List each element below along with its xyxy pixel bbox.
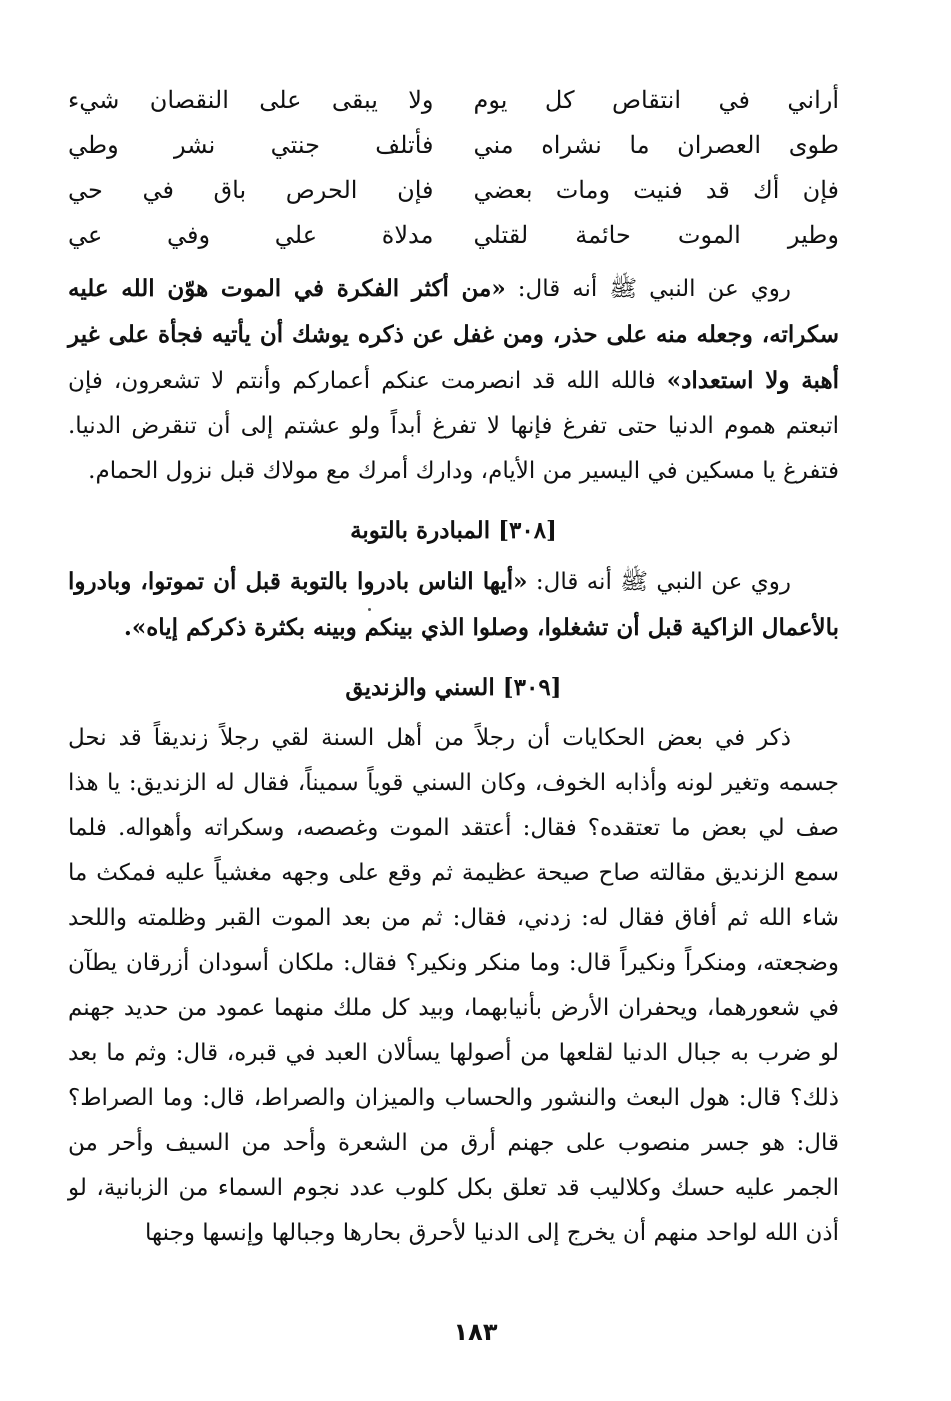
poem (68, 78, 839, 258)
section-308-heading: [٣٠٨] المبادرة بالتوبة (350, 517, 557, 544)
section-309-paragraph: ذكر في بعض الحكايات أن رجلاً من أهل السنة لقي رجلاً زنديقاً قد نحل جسمه وتغير لونه وأذابه الخوف، وكان السني قوياً سميناً، فقال له الزنديق: يا هذا صف لي بعض ما تعتقده؟ فقال: أعتقد الموت وغصصه، وسكراته وأهواله. فلما سمع الزنديق مقالته صاح صيحة عظيمة ثم وقع على وجهه مغشياً عليه فمكث ما شاء الله ثم أفاق فقال له: زدني، فقال: ثم من بعد الموت القبر وظلمته واللحد وضجعته، ومنكراً ونكيراً قال: وما منكر ونكير؟ فقال: ملكان أسودان أزرقان يطآن في شعورهما، ويحفران الأرض بأنيابهما، وبيد كل ملك منهما عمود من حديد جهنم لو ضرب به جبال الدنيا لقلعها من أصولها يسألان العبد في قبره، قال: وثم ما بعد ذلك؟ قال: هول البعث والنشور والحساب والميزان والصراط، قال: وما الصراط؟ قال: هو جسر منصوب على جهنم أرق من الشعرة وأحد من السيف وأحر من الجمر عليه حسك وكلاليب قد تعلق بكل كلوب عدد نجوم السماء من الزبانية، لو أذن الله لواحد منهم أن يخرج إلى الدنيا لأحرق بحارها وجبالها وإنسها وجنها (68, 725, 839, 1246)
poem-line-1-first: أراني في انتقاص كل يوم (473, 86, 839, 114)
paragraph-hadith-remembering-death (68, 266, 839, 494)
section-309-heading: [٣٠٩] السني والزنديق (345, 674, 562, 701)
poem-line-4-second: مدلاة علي وفي عي (68, 221, 434, 249)
poem-line-3-first: فإن أك قد فنيت ومات بعضي (473, 176, 839, 204)
section-308-quote: «أيها الناس بادروا بالتوبة قبل أن تموتوا، وبادروا بالأعمال الزاكية قبل أن تشغلوا، وصلوا الذي بينكم وبينه بكثرة ذكركم إياه». (68, 568, 839, 641)
poem-line-4-first: وطير الموت حائمة لقتلي (473, 221, 839, 249)
paragraph-1-intro: روي عن النبي ﷺ أنه قال: (505, 276, 791, 302)
ink-dot (368, 608, 371, 611)
page-body (68, 78, 839, 1361)
paragraph-1-rest: فالله الله قد انصرمت عنكم أعماركم وأنتم لا تشعرون، فإن اتبعتم هموم الدنيا حتى تفرغ فإنها لا تفرغ أبداً ولو عشتم إلى أن تنقرض الدنيا. فتفرغ يا مسكين في اليسير من الأيام، ودارك أمرك مع مولاك قبل نزول الحمام. (68, 368, 839, 484)
section-308-intro: روي عن النبي ﷺ أنه قال: (527, 569, 791, 595)
paragraph-1-quote: «من أكثر الفكرة في الموت هوّن الله عليه سكراته، وجعله منه على حذر، ومن غفل عن ذكره يوشك أن يأتيه فجأة على غير أهبة ولا استعداد» (68, 275, 839, 394)
poem-line-2-first: طوى العصران ما نشراه مني (473, 131, 839, 159)
poem-line-1-second: ولا يبقى على النقصان شيء (68, 86, 434, 114)
page-number: ١٨٣ (453, 1318, 498, 1346)
section-308-paragraph (68, 559, 839, 651)
poem-line-2-second: فأتلف جنتي نشر وطي (68, 131, 434, 159)
poem-line-3-second: فإن الحرص باق في حي (68, 176, 434, 204)
